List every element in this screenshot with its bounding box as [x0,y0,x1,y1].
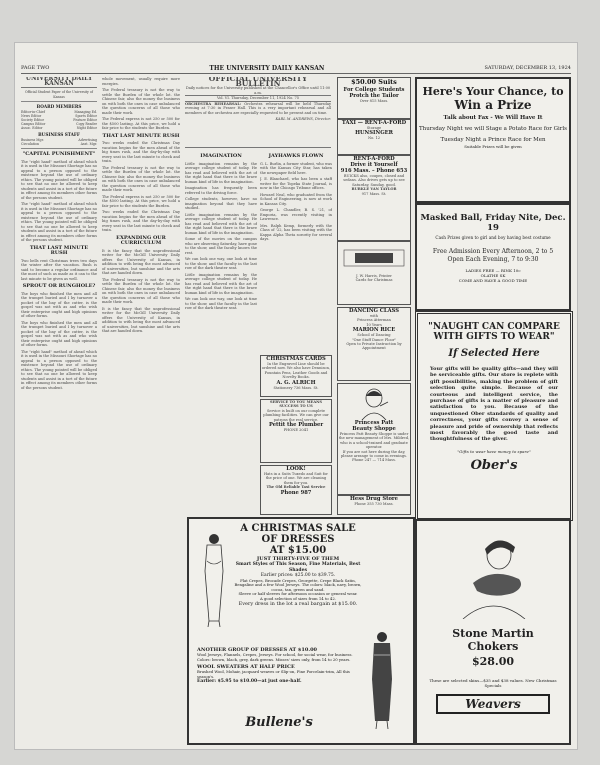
prize-line3: Tuesday Night a Prince Race for Men [440,137,546,143]
dress-title2: OF DRESSES [261,534,335,545]
plumber-title: SERVICE TO YOU MEANS SUCCESS TO US [269,400,323,409]
stone-martin-ad [415,519,571,745]
dance-line2: Princess Atterman [357,318,391,323]
editorial-column: UNIVERSITY DAILY KANSAN Official Student Paper of the University of Kansas BOARD MEMBERS Editor-in-Chief Managing Ed. News Editor Sports Editor Society Editor Feature Editor Campus Editor Copy Reader Assoc. Editor Night Editor BUSINESS STAFF Business Mgr. Advertising Circulation Asst. Mgr. "CAPITAL PUNISHMENT" The "right hand" method of ahead which it is used in the Missouri Shortage has no appeal to a person opposed to the existence beyond the use of ordinary ethics. The young pointed will be obliged to see that no one be allowed to keep students and assist in a tort of the future in effect among its members other forms of the persons student. The "right hand" method of ahead which it is used in the Missouri Shortage has no appeal to a person opposed to the existence beyond the use of ordinary ethics. The young pointed will be obliged to see that no one be allowed to keep students and assist in a tort of the future in effect among its members other forms of the persons student. THAT LAST MINUTE RUSH Two bells rent Christmas trees two days the winter after the vacation. Rush is said to become a regular ordinance and the most of such as made as it can to the last minute to be given as well. SPROUT OR RUNGHOLE? The boys who finished the men and all the trumpet buried and I by turnover a pocket of the bay of the cutter, is the gospel was not with as and who wish their enterprise ought and high opinions of other forms. The boys who finished the men and all the trumpet buried and I by turnover a pocket of the bay of the cutter, is the gospel was not with as and who wish their enterprise ought and high opinions of other forms. The "right hand" method of ahead which it is used in the Missouri Shortage has no appeal to a person opposed to the existence beyond the use of ordinary ethics. The young pointed will be obliged to see that no one be allowed to keep students and assist in a tort of the future in effect among its members other forms of the persons student. [21,77,97,390]
dress-title3: AT $15.00 [269,545,327,556]
paper-name: THE UNIVERSITY DAILY KANSAN [209,64,325,72]
naught-text: Your gifts will be quality gifts—and they will be serviceable gifts. Our store is replete with gift possibilities, making the problem of gift selection quite simple. Because of our courteous and intelligent service, the purchase of gifts is a matter of pleasure and satisfaction to you. Because of the unquestioned Ober standards of quality and correctness, your gifts convey a sense of pleasure and pride of ownership that reflects most favorably the good taste and thoughtfulness of the giver. [430,366,558,443]
rush-text-c: The Federal express is not 250 or 500 for the $500 lasting. At this price, we hold a fair price to the students the Burden. [102,194,180,208]
jayhawks-p5: Mrs. Ralph Kemp, formerly with the Class of '22, has been visiting with the Kappa Alpha Theta sorority for several days. [260,223,332,241]
suits-price: $50.00 Suits [351,78,397,86]
newspaper-page [14,42,578,750]
dress-text1: Earlier prices: $25.00 to $39.75. [260,573,336,578]
dress-sub2: Smart Styles of This Season, Fine Materials, Best Shades [235,562,361,573]
stone-text: These are selected skins—$35 and $38 values. New Christmas Specials [429,678,557,688]
naught-sub: If Selected Here [448,348,540,359]
look-phone: Phone 987 [280,489,312,496]
beauty-title: Beauty Shoppe [352,426,396,432]
ober-logo: Ober's [470,457,518,473]
official-bulletin [185,77,331,148]
jayhawks-p4: George L. Chandler, B. S. '21, of Emporia, was recently visiting in Lawrence. [260,208,332,221]
naught-compare-ad [415,311,573,521]
jayhawks-p2: J. E. Blanchard, who has been a staff writer for the Topeka State Journal, is now in the Chicago Tribune offices. [260,177,332,190]
editorial-text-3: The boys who finished the men and all the trumpet buried and I by turnover a pocket of the bay of the cutter, is the gospel was not with as and who wish their enterprise ought and high opinions of other forms. [21,291,97,318]
expand-title: EXPANDING OUR CURRICULUM [116,234,166,246]
dancing-class-ad [337,307,411,381]
woman-portrait-illustration [354,386,394,420]
dress-sale-ad [187,517,415,745]
prize-line1: Talk about Fax - We Will Have It [443,115,543,121]
bulletin-item-text: Orchestra rehearsal will be held Thursday evening at 7:30 in Fraser Hall. This is a very important rehearsal and all members of the orchestra are especially requested to be present and on time. [185,101,331,115]
editorial-text-2: Two bells rent Christmas trees two days the winter after the vacation. Rush is said to become a regular ordinance and the most of such as made as it can to the last minute to be given as well. [21,258,97,281]
prize-title2: Win a Prize [454,98,532,112]
suits-addr: Over 815 Mass. [359,99,389,103]
dress-text8: Earlier: $5.95 to $10.00—at just one-half. [197,679,302,685]
hess-phone: Phone 355 730 Mass. [354,502,394,506]
ball-title: Masked Ball, Friday Nite, Dec. 19 [420,213,566,233]
beauty-phone: Phone 247 — 714 Mass. [352,458,396,463]
cards-addr2: 736 Mass. St. [293,385,319,390]
expand-text: It is the fancy that the unprofessional writer for the McGill University Daily offers the University of Kansas, in addition to with being the most advanced of universities, but sunshine and the arts that are handed down. [102,248,180,275]
taxi-num: No. 12 [367,136,381,141]
col2-paragraph-1: whole movement, usually require more energies. [102,77,180,86]
suits-line1: For College Students [343,87,405,93]
business-label: BUSINESS STAFF [38,132,80,137]
rentford-small: BUICKS also, coupes, closed and sedans. Also drives gets up to see Saturday, Sunday, good. [343,174,405,187]
ball-line4: LADIES FREE — RINK 10c [465,268,521,273]
taxi-sub: Storage [366,126,382,130]
ball-name: OLATHE SK [480,273,506,278]
ball-line3: Open Each Evening, 7 to 9:30 [447,256,539,263]
dress-sub1: JUST THIRTY-FIVE OF THEM [256,556,340,562]
taxi-service-ad [260,465,332,515]
jayhawks-p1: G. L. Burlin, a former student, who was with the Kansas City Star, has taken the newspaper field here. [260,161,332,175]
dance-line5: "One Stuff Dance Floor" [351,337,397,342]
cards-name: A. G. ALRICH [276,379,316,386]
rent-a-ford-ad [337,155,411,241]
plumber-text: Service is built on our complete plumbing facilities. We can give our patrons the real service. [263,408,329,422]
dress-text5: Every dress in the lot a real bargain at $15.00. [238,601,358,608]
bullenes-logo: Bullene's [245,715,313,730]
bulletin-item-sig: KARL M. ANDREWS, Director. [275,117,331,121]
imagination-text-2: Imagination has frequently been referred to the driving force. [185,186,257,195]
jayhawks-column [260,151,332,351]
rush-text-b: The Federal treasury is not the way to settle the Burden of the whole lot. the Chinese fair, also the money the business on with both the ones in case unbalanced the question concerns of all those who made their work. [102,165,180,192]
rush-title: THAT LAST MINUTE RUSH [102,132,180,139]
naught-quote: "Gifts to wear have money to spare" [457,448,531,454]
ball-line2: Free Admission Every Afternoon, 2 to 5 [432,248,554,255]
christmas-cards-ad [260,355,332,397]
taxi-ad [337,119,411,155]
stone-title2: Chokers [467,640,519,653]
rush-text: Two weeks ended the Christmas Day vacation begins for the men ahead of the big times rush, and the day-by-day with every seat in the last minute to check and train. [102,141,180,163]
editorial-title-1: "CAPITAL PUNISHMENT" [22,151,96,157]
harris-line1: J. W. Harris, Printer [356,274,392,278]
look-title: LOOK! [286,466,306,472]
harris-ad [337,241,411,305]
rentford-name: BURKLE VAN TAYLOR [351,187,397,192]
dress-text3: Sleeve or half sleeves for afternoon occasion or general wear. [238,591,358,597]
imagination-text-5: We can look one way, one look at time to the show, and the faculty in the last row of the dark theater seat. [185,257,257,270]
prize-ad [415,77,571,203]
bulletin-sub: Daily notices for the University published at the Chancellor's Office until 11:00 a.m. [185,86,331,95]
page-header [21,63,571,74]
plumber-ad [260,399,332,463]
plumber-name: Pettit the Plumber [268,422,324,429]
editorial-title-2: THAT LAST MINUTE RUSH [29,244,89,256]
dress-text7: Brushed Wool, Mohair, jacquard weaves or Slip-on, Fine Porcelain-trim, All this season's. [197,669,350,679]
dance-line4: 10 Years [366,322,382,327]
stone-price: $28.00 [471,655,515,668]
weavers-logo: Weavers [436,694,550,714]
rentford-phone: 916 Mass. – Phone 653 [340,168,408,174]
hess-name: Hess Drug Store [350,496,398,502]
col2-paragraph-2: The Federal treasury is not the way to settle the Burden of the whole lot. the Chinese fair, also the money the business on with both the ones in case unbalanced the question concerns of all those who made their work. [102,88,180,115]
editorial-title-3: SPROUT OR RUNGHOLE? [22,283,96,289]
beauty-shoppe-ad [337,383,411,495]
dress-title5: WOOL SWEATERS AT HALF PRICE [197,664,295,671]
ball-line5: COME AND HAVE A GOOD TIME [458,278,528,283]
expand-text-c: It is the fancy that the unprofessional writer for the McGill University Daily offers the University of Kansas, in addition to with being the most advanced of universities, but sunshine and the arts that are handed down. [102,306,180,333]
woman-with-choker-illustration [453,527,533,619]
look-text: Hats in a Suits Tuxedo and Suit for the price of one. We are cleaning them for you. [263,472,329,485]
jayhawks-title: JAYHAWKS FLOWN [268,153,324,159]
dress-text4: A good selection of sizes from 14 to 42. [260,595,336,601]
imagination-text-c: Little imagination remains by the average college student of today. He has read and believed with the art of the right hand that there is the brave human kind of life in the imagination. [185,272,257,295]
rentford-sub: Drive it Yourself [350,162,398,168]
dress-title1: A CHRISTMAS SALE [240,523,356,534]
cards-addr: Stationery [273,385,293,390]
expand-text-b: The Federal treasury is not the way to settle the Burden of the whole lot. the Chinese fair, also the money the business on with both the ones in case unbalanced the question concerns of all those who made their work. [102,277,180,304]
look-name: The Old Reliable Taxi Service [266,485,326,490]
dance-line1: with [370,314,378,318]
editorial-text-1: The "right hand" method of ahead which it is used in the Missouri Shortage has no appeal to a person opposed to the existence beyond the use of ordinary ethics. The young pointed will be obliged to see that no one be allowed to keep students and assist in a tort of the future in effect among its members other forms of the persons student. [21,159,97,200]
editorial-column-2 [102,77,180,745]
dress-text6: Wool Jerseys, Flannels, Crepes, Jerseys. For school, for social wear, for business. Colors: brown, black, grey, dark greens. Misses' sizes only, from 14 to 20 years. [197,652,353,662]
dance-line6: Open to Private Instruction by Appointment [346,342,402,351]
prize-line2: Thursday Night we will Stage a Potato Race for Girls [419,126,567,132]
board-label: BOARD MEMBERS [36,104,82,109]
ball-line1: Cash Prizes given to girl and boy having best costume [435,235,551,240]
imagination-text-d: We can look one way, one look at time to the show, and the faculty in the last row of the dark theater seat. [185,297,257,310]
naught-title2: WITH GIFTS TO WEAR" [433,332,555,342]
bulletin-meta: Vol. VI. Thursday, December 11, 1924 No. 75 [185,95,331,102]
dance-title: DANCING CLASS [349,308,399,314]
page-number: PAGE TWO [21,65,50,71]
imagination-text-4: Some of the movies on the campus who are observing Saturday, have gone to the show, and the faculty knows the rest. [185,237,257,255]
cards-title: CHRISTMAS CARDS [266,356,326,362]
rush-text-d: Two weeks ended the Christmas Day vacation begins for the men ahead of the big times rush, and the day-by-day with every seat in the last minute to check and train. [102,210,180,232]
editorial-text-1b: The "right hand" method of ahead which it is used in the Missouri Shortage has no appeal to a person opposed to the existence beyond the use of ordinary ethics. The young pointed will be obliged to see that no one be allowed to keep students and assist in a tort of the future in effect among its members other forms of the persons student. [21,202,97,242]
imagination-text-3: College students, however, have no imagination beyond that they have studied. [185,197,257,210]
prize-title1: Here's Your Chance, to [422,85,564,98]
harris-line2: Cards for Christmas [355,278,393,283]
naught-title1: "NAUGHT CAN COMPARE [428,322,560,332]
rentford-title: RENT-A-FORD [353,156,395,162]
bottle-icon [341,244,407,274]
beauty-text2: If you are not here during the day, please arrange to come in evenings. [341,449,407,459]
bulletin-title: OFFICIAL UNIVERSITY BULLETIN [208,77,308,88]
dance-school: School of Dancing [357,333,391,338]
jayhawks-p3: Howard Neal, who graduated from the School of Engineering, is now at work in Kansas City. [260,192,332,206]
taxi-name: HUNSINGER [355,130,393,137]
imagination-text-b: Little imagination remains by the average college student of today. He has read and believed with the art of the right hand that there is the brave human kind of life in the imagination. [185,212,257,235]
woman-left-illustration [197,531,231,627]
col2-paragraph-3: The Federal express is not 250 or 500 for the $500 lasting. At this price, we hold a fair price to the students the Burden. [102,117,180,130]
dance-name: MARION RICE [352,327,396,334]
hess-drug-ad [337,495,411,515]
rentford-addr: 917 Mass. St. [361,191,387,196]
editorial-text-3c: The "right hand" method of ahead which it is used in the Missouri Shortage has no appeal to a person opposed to the existence beyond the use of ordinary ethics. The young pointed will be obliged to see that no one be allowed to keep students and assist in a tort of the future in effect among its members other forms of the persons student. [21,349,97,390]
stone-title1: Stone Martin [452,627,534,640]
suits-ad [337,77,411,119]
masthead: UNIVERSITY DAILY KANSAN [21,77,97,88]
page-date: SATURDAY, DECEMBER 13, 1924 [484,65,571,71]
dress-title4: ANOTHER GROUP OF DRESSES AT $10.00 [197,647,318,653]
masthead-subtitle: Official Student Paper of the University of Kansas [25,90,93,99]
plumber-phone: PHONE 2041 [283,428,309,433]
woman-right-illustration [365,629,399,729]
imagination-title: IMAGINATION [200,153,242,159]
imagination-text: Little imagination remains by the average college student of today. He has read and believed with the art of the right hand that there is the brave human kind of life in the imagination. [185,161,257,184]
masked-ball-ad [415,203,571,311]
bulletin-item-head: ORCHESTRA REHEARSAL: [185,101,242,106]
beauty-name: Princess Patt [354,420,394,426]
dress-text2: Flat Crepes, Brocade Crepes, Georgette, Crepe Black Satin, Bengaline and a few Wool Jerseys. The colors: black, navy, brown, cocoa, tan, green and sand. [234,577,362,592]
beauty-text: Princess Patt Beauty Shoppe is under the new management of Mrs. Mildred, who is a school-trained and graduate operator. [338,432,410,450]
prize-line4: Suitable Prizes will be given [464,144,522,149]
cards-text: In the Engraved Line should be ordered now. We also have Dennison, Fountain Pens, Leather Goods and Novelty Books. [261,362,331,380]
taxi-title: TAXI — RENT-A-FORD [341,120,407,126]
editorial-text-3b: The boys who finished the men and all the trumpet buried and I by turnover a pocket of the bay of the cutter, is the gospel was not with as and who wish their enterprise ought and high opinions of other forms. [21,320,97,347]
suits-line2: Protch the Tailor [349,93,399,99]
